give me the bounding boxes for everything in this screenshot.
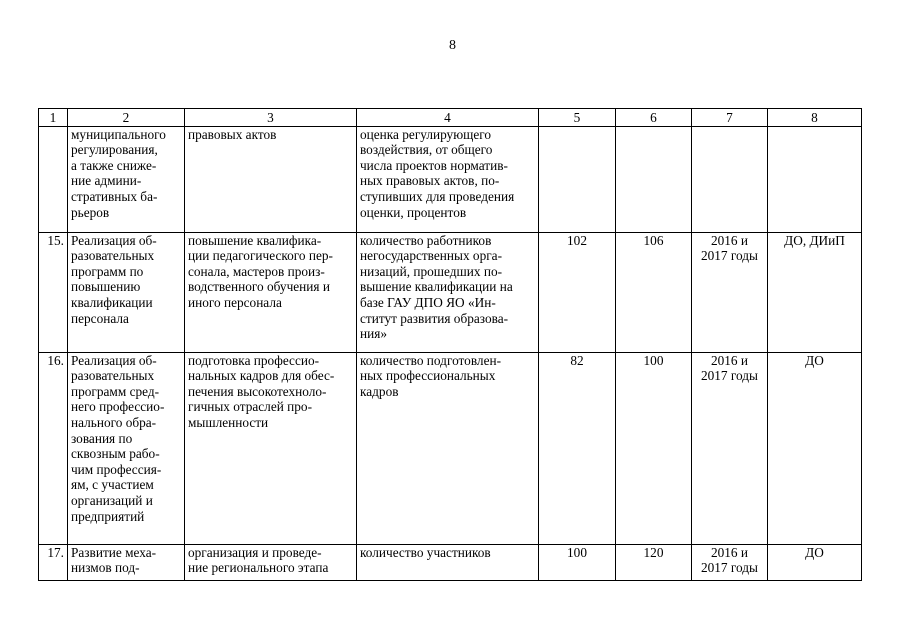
measure-content: повышение квалифика- ции педагогического пер- сонала, мастеров произ- водственного обучения и иного персонала	[185, 232, 357, 352]
measure-name: муниципального регулирования, а также сниже- ние админи- стративных ба- рьеров	[68, 126, 185, 232]
program-table	[38, 108, 862, 581]
indicator-value-2016: 102	[539, 232, 616, 352]
column-header: 5	[539, 109, 616, 127]
indicator-name: количество участников	[357, 544, 539, 580]
indicator-value-2016	[539, 126, 616, 232]
row-number: 15.	[39, 232, 68, 352]
indicator-value-2017: 106	[616, 232, 692, 352]
responsible-executor: ДО, ДИиП	[768, 232, 862, 352]
responsible-executor	[768, 126, 862, 232]
indicator-value-2017: 100	[616, 352, 692, 544]
responsible-executor: ДО	[768, 352, 862, 544]
row-number: 17.	[39, 544, 68, 580]
column-header: 8	[768, 109, 862, 127]
page-number: 8	[449, 38, 456, 53]
table-row	[39, 544, 862, 580]
column-header: 2	[68, 109, 185, 127]
indicator-value-2017: 120	[616, 544, 692, 580]
measure-name: Реализация об- разовательных программ по повышению квалификации персонала	[68, 232, 185, 352]
indicator-value-2016: 100	[539, 544, 616, 580]
column-header: 1	[39, 109, 68, 127]
responsible-executor: ДО	[768, 544, 862, 580]
table-row	[39, 126, 862, 232]
row-number	[39, 126, 68, 232]
measure-content: подготовка профессио- нальных кадров для обес- печения высокотехноло- гичных отраслей про- мышленности	[185, 352, 357, 544]
column-header: 7	[692, 109, 768, 127]
implementation-period: 2016 и 2017 годы	[692, 352, 768, 544]
column-header: 3	[185, 109, 357, 127]
indicator-name: количество подготовлен- ных профессиональных кадров	[357, 352, 539, 544]
table-row	[39, 352, 862, 544]
indicator-name: оценка регулирующего воздействия, от общего числа проектов норматив- ных правовых актов, по- ступивших для проведения оценки, процентов	[357, 126, 539, 232]
indicator-value-2016: 82	[539, 352, 616, 544]
table-row	[39, 232, 862, 352]
table-header-row	[39, 109, 862, 127]
measure-name: Реализация об- разовательных программ сред- него профессио- нального обра- зования по сквозным рабо- чим профессия- ям, с участием организаций и предприятий	[68, 352, 185, 544]
measure-content: правовых актов	[185, 126, 357, 232]
implementation-period	[692, 126, 768, 232]
indicator-value-2017	[616, 126, 692, 232]
implementation-period: 2016 и 2017 годы	[692, 544, 768, 580]
row-number: 16.	[39, 352, 68, 544]
measure-content: организация и проведе- ние регионального этапа	[185, 544, 357, 580]
measure-name: Развитие меха- низмов под-	[68, 544, 185, 580]
column-header: 4	[357, 109, 539, 127]
implementation-period: 2016 и 2017 годы	[692, 232, 768, 352]
indicator-name: количество работников негосударственных орга- низаций, прошедших по- вышение квалификации на базе ГАУ ДПО ЯО «Ин- ститут развития образова- ния»	[357, 232, 539, 352]
column-header: 6	[616, 109, 692, 127]
